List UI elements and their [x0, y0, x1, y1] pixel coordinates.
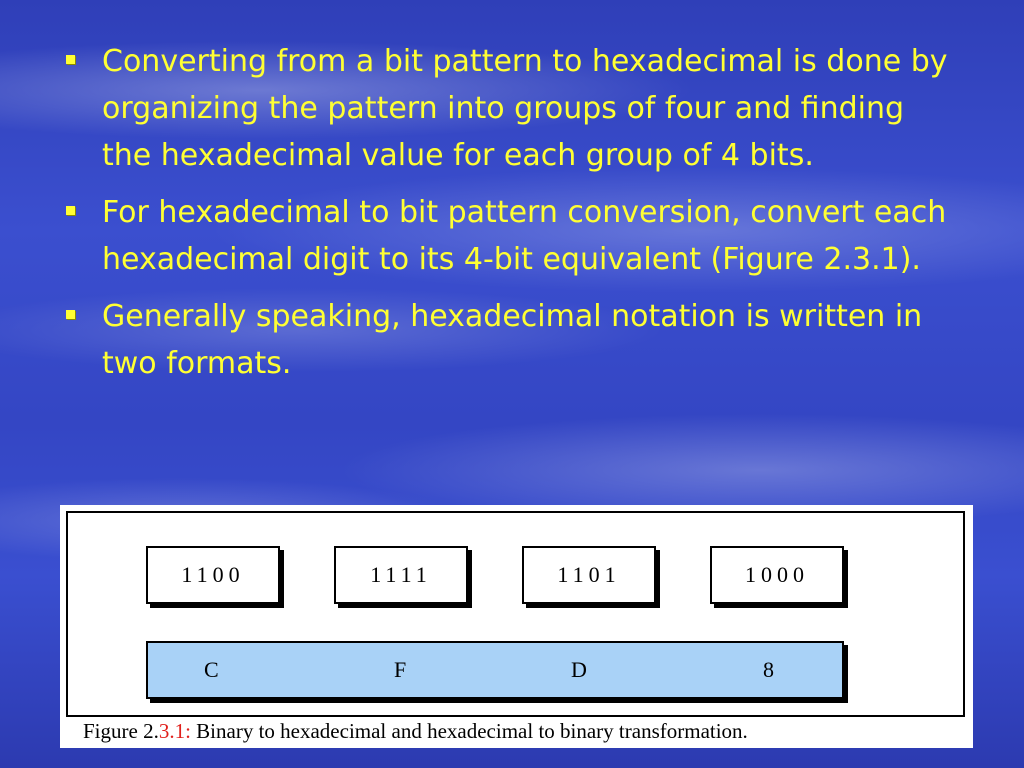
square-bullet-icon — [66, 55, 75, 64]
figure-caption — [83, 719, 748, 744]
caption-text: Binary to hexadecimal and hexadecimal to binary transformation. — [190, 719, 748, 743]
hex-digit: F — [394, 657, 407, 682]
binary-group-box: 1111 — [334, 546, 468, 604]
bullet-list — [60, 38, 960, 397]
square-bullet-icon — [66, 310, 75, 319]
bullet-text: Generally speaking, hexadecimal notation is written in two formats. — [102, 299, 923, 381]
bullet-text: For hexadecimal to bit pattern conversion, convert each hexadecimal digit to its 4-bit equivalent (Figure 2.3.1). — [102, 195, 947, 277]
binary-group-box: 1100 — [146, 546, 280, 604]
hex-digit: 8 — [763, 657, 774, 682]
caption-number: 3.1: — [158, 719, 191, 743]
binary-group-box: 1101 — [522, 546, 656, 604]
square-bullet-icon — [66, 206, 75, 215]
figure-frame — [66, 511, 965, 717]
hex-digit: D — [571, 657, 587, 682]
caption-prefix: Figure 2. — [83, 719, 159, 743]
binary-group-box: 1000 — [710, 546, 844, 604]
bullet-item — [60, 38, 960, 179]
hex-digits-bar — [146, 641, 844, 699]
bullet-item — [60, 189, 960, 283]
bullet-text: Converting from a bit pattern to hexadecimal is done by organizing the pattern into groups of four and finding the hexadecimal value for each group of 4 bits. — [102, 44, 948, 173]
hex-digit: C — [204, 657, 219, 682]
bullet-item — [60, 293, 960, 387]
figure — [60, 505, 973, 748]
